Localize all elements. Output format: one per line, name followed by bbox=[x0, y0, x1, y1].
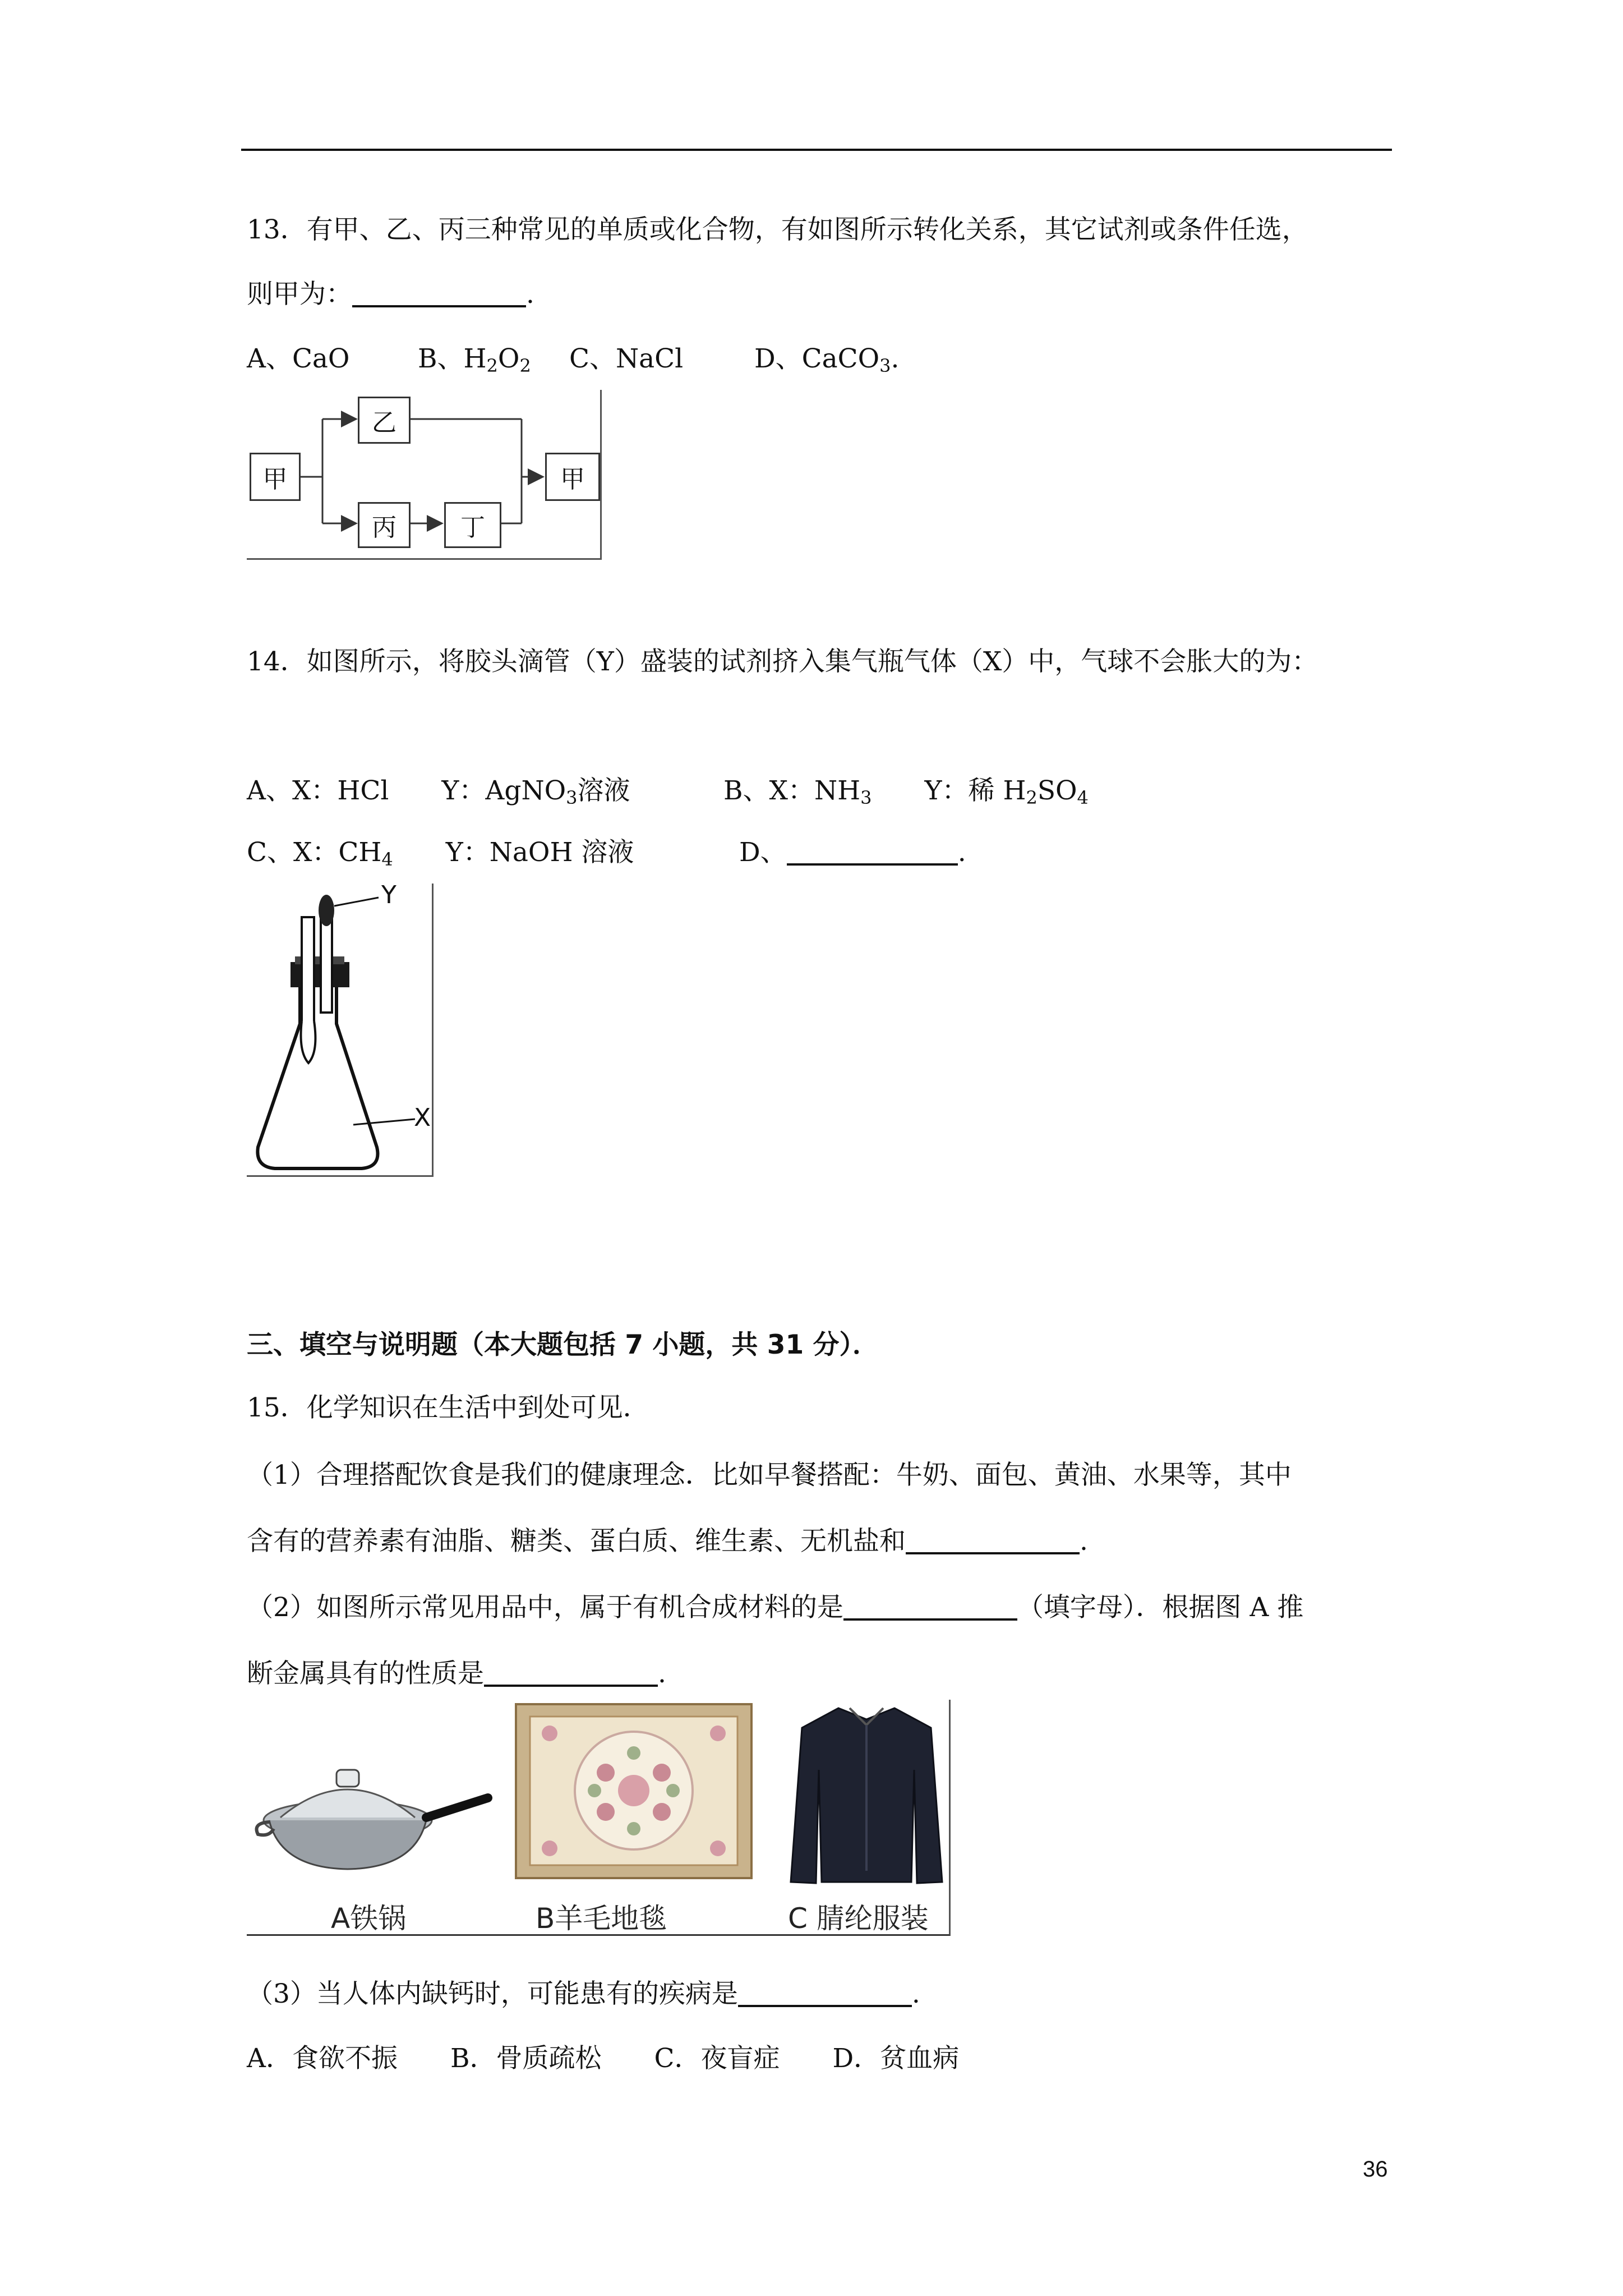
q13-line2: 则甲为： . bbox=[247, 279, 534, 310]
q13-option-b: B、$H_2O_2$ bbox=[418, 343, 531, 376]
q15-part1-blank[interactable] bbox=[906, 1526, 1080, 1554]
node-start: 甲 bbox=[250, 453, 301, 501]
label-y: Y bbox=[381, 881, 396, 909]
q14-stem: 14．如图所示，将胶头滴管（Y）盛装的试剂挤入集气瓶气体（X）中，气球不会胀大的为： bbox=[247, 646, 1318, 677]
wool-rug-image bbox=[510, 1700, 757, 1885]
node-top: 乙 bbox=[358, 397, 411, 444]
acrylic-jacket-image bbox=[785, 1703, 948, 1888]
q14-option-c: C、X：$CH_4$ Y：NaOH 溶液 bbox=[247, 837, 634, 870]
q15-image-strip bbox=[247, 1700, 953, 1938]
q15-part1-line1: （1）合理搭配饮食是我们的健康理念．比如早餐搭配：牛奶、面包、黄油、水果等，其中 bbox=[247, 1460, 1292, 1490]
caption-c: C 腈纶服装 bbox=[788, 1902, 929, 1935]
q14-option-b: B、X：$NH_3$ Y：稀 $H_2SO_4$ bbox=[723, 775, 1089, 808]
q14-flask-figure bbox=[247, 881, 435, 1178]
q13-line1: 13．有甲、乙、丙三种常见的单质或化合物，有如图所示转化关系，其它试剂或条件任选， bbox=[247, 214, 1308, 245]
q15-title: 15．化学知识在生活中到处可见． bbox=[247, 1392, 649, 1423]
q15-part2-blank-b[interactable] bbox=[484, 1659, 658, 1687]
iron-wok-image bbox=[247, 1739, 494, 1874]
caption-b: B羊毛地毯 bbox=[536, 1902, 667, 1935]
q15-part2-line2: 断金属具有的性质是 . bbox=[247, 1658, 666, 1689]
q15-part3-blank[interactable] bbox=[738, 1979, 912, 2007]
q15-part2-blank-a[interactable] bbox=[843, 1593, 1017, 1621]
q14-option-d: D、 . bbox=[739, 837, 966, 868]
q15-part2-line1: （2）如图所示常见用品中，属于有机合成材料的是 （填字母）．根据图 A 推 bbox=[247, 1592, 1304, 1623]
q14-answer-blank[interactable] bbox=[787, 838, 958, 866]
q15-part3-options: A．食欲不振 B．骨质疏松 C．夜盲症 D．贫血病 bbox=[247, 2043, 960, 2074]
q15-part3: （3）当人体内缺钙时，可能患有的疾病是 . bbox=[247, 1978, 920, 2009]
q13-option-c: C、NaCl bbox=[569, 343, 684, 374]
q15-part1-line2: 含有的营养素有油脂、糖类、蛋白质、维生素、无机盐和 . bbox=[247, 1526, 1088, 1557]
caption-a: A铁锅 bbox=[331, 1902, 407, 1935]
section3-heading: 三、填空与说明题（本大题包括 7 小题，共 31 分）． bbox=[247, 1329, 879, 1360]
label-x: X bbox=[414, 1103, 431, 1132]
q13-diagram bbox=[247, 390, 603, 561]
q13-option-d: D、CaCO$_3$. bbox=[754, 343, 900, 376]
node-mid1: 丙 bbox=[358, 502, 411, 548]
q13-answer-blank[interactable] bbox=[352, 279, 526, 307]
node-mid2: 丁 bbox=[444, 502, 501, 548]
flask-drawing bbox=[247, 884, 435, 1178]
node-end: 甲 bbox=[545, 453, 600, 501]
page-number: 36 bbox=[1363, 2157, 1388, 2182]
q14-option-a: A、X：HCl Y：AgNO$_3$溶液 bbox=[247, 775, 630, 808]
q13-option-a: A、CaO bbox=[247, 343, 350, 374]
header-rule bbox=[241, 149, 1392, 151]
